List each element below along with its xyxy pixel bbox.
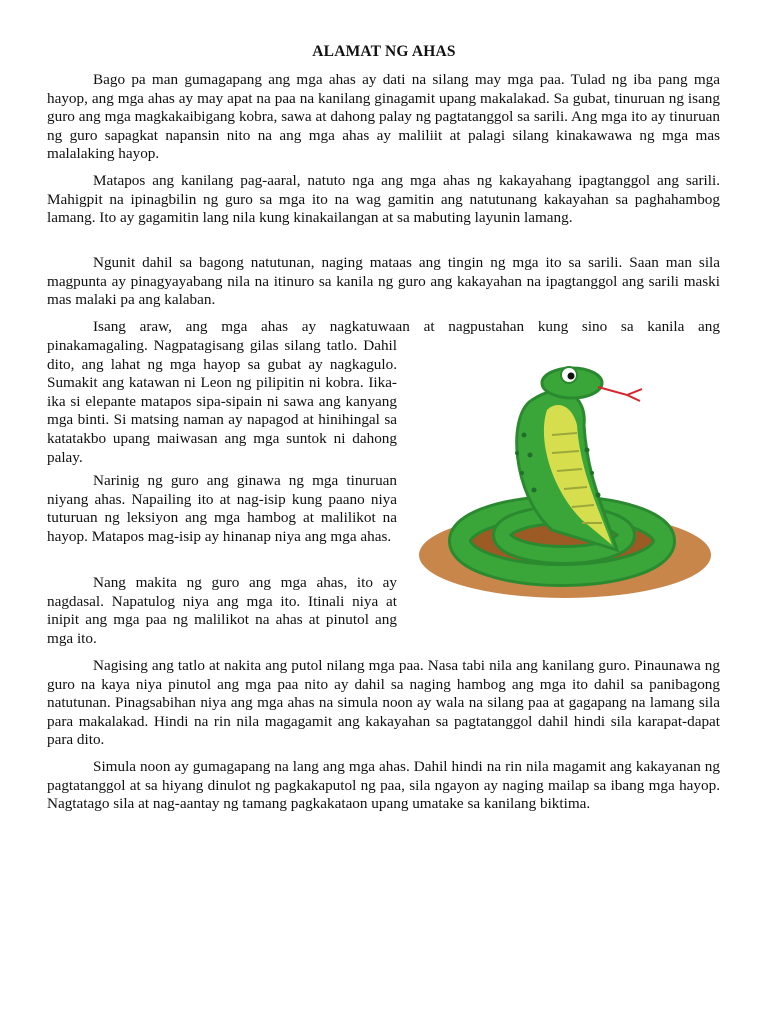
- paragraph-4-continued: pinakamagaling. Nagpatagisang gilas silang tatlo. Dahil dito, ang lahat ng mga hayop sa gubat ay nagkagulo. Sumakit ang katawan ni Leon ng pilipitin ni kobra. Iika-ika si elepante matapos sipa-sipain ni sawa ang kanyang mga binti. Si matsing naman ay napagod at hinihingal sa katatakbo upang maiwasan ang mga suntok ni dahong palay.: [47, 337, 397, 466]
- paragraph-4-first-line: Isang araw, ang mga ahas ay nagkatuwaan at nagpustahan kung sino sa kanila ang: [93, 318, 720, 335]
- cobra-illustration: [412, 355, 718, 605]
- paragraph-8: Simula noon ay gumagapang na lang ang mga ahas. Dahil hindi na rin nila magamit ang kakayanan ng pagtatanggol at sa hiyang dinulot ng pagkakaputol ng paa, sila ngayon ay naging mailap sa ibang mga hayop. Nagtatago sila at nag-aantay ng tamang pagkakataon upang umatake sa kanilang biktima.: [47, 758, 720, 813]
- paragraph-3: Ngunit dahil sa bagong natutunan, naging mataas ang tingin ng mga ito sa sarili. Saan man sila magpunta ay pinagyayabang nila na itinuro sa kanila ng guro ang kakayahan na ipagtanggol ang sarili maski mas malaki pa ang kalaban.: [47, 254, 720, 309]
- paragraph-1: Bago pa man gumagapang ang mga ahas ay dati na silang may mga paa. Tulad ng iba pang mga hayop, ang mga ahas ay may apat na paa na kanilang ginagamit upang makalakad. Sa gubat, tinuruan ng isang guro ang mga magkakaibigang kobra, sawa at dahong palay ng pagtatanggol sa sarili. Ang mga ito ay tinuruan ng guro sapagkat napansin nito na ang mga ahas ay maliliit at palagi silang kinakawawa ng mga mas malalaking hayop.: [47, 71, 720, 163]
- paragraph-7: Nagising ang tatlo at nakita ang putol nilang mga paa. Nasa tabi nila ang kanilang guro. Pinaunawa ng guro na kaya niya pinutol ang mga paa nito ay dahil sa naging hambog ang mga ito dahil sa panibagong natutunan. Pinagsabihan niya ang mga ahas na simula noon ay wala na silang paa at gagapang na lamang sila para makalakad. Hindi na rin nila magagamit ang kakayahan sa pagtatanggol dahil hindi sila karapat-dapat para dito.: [47, 657, 720, 749]
- snake-tongue: [598, 387, 642, 401]
- paragraph-5: Narinig ng guro ang ginawa ng mga tinuruan niyang ahas. Napailing ito at nag-isip kung paano niya tuturuan ng leksiyon ang mga hambog at malilikot na hayop. Matapos mag-isip ay hinanap niya ang mga ahas.: [47, 472, 397, 545]
- document-title: ALAMAT NG AHAS: [312, 43, 456, 60]
- paragraph-6: Nang makita ng guro ang mga ahas, ito ay nagdasal. Napatulog niya ang mga ito. Itinali niya at inipit ang mga paa ng malilikot na ahas at pinutol ang mga ito.: [47, 574, 397, 647]
- paragraph-2: Matapos ang kanilang pag-aaral, natuto nga ang mga ahas ng kakayahang ipagtanggol ang sarili. Mahigpit na ipinagbilin ng guro sa mga ito na wag gamitin ang natutunang kakayahan sa paghahambog lamang. Ito ay gagamitin lang nila kung kinakailangan at sa mabuting layunin lamang.: [47, 172, 720, 227]
